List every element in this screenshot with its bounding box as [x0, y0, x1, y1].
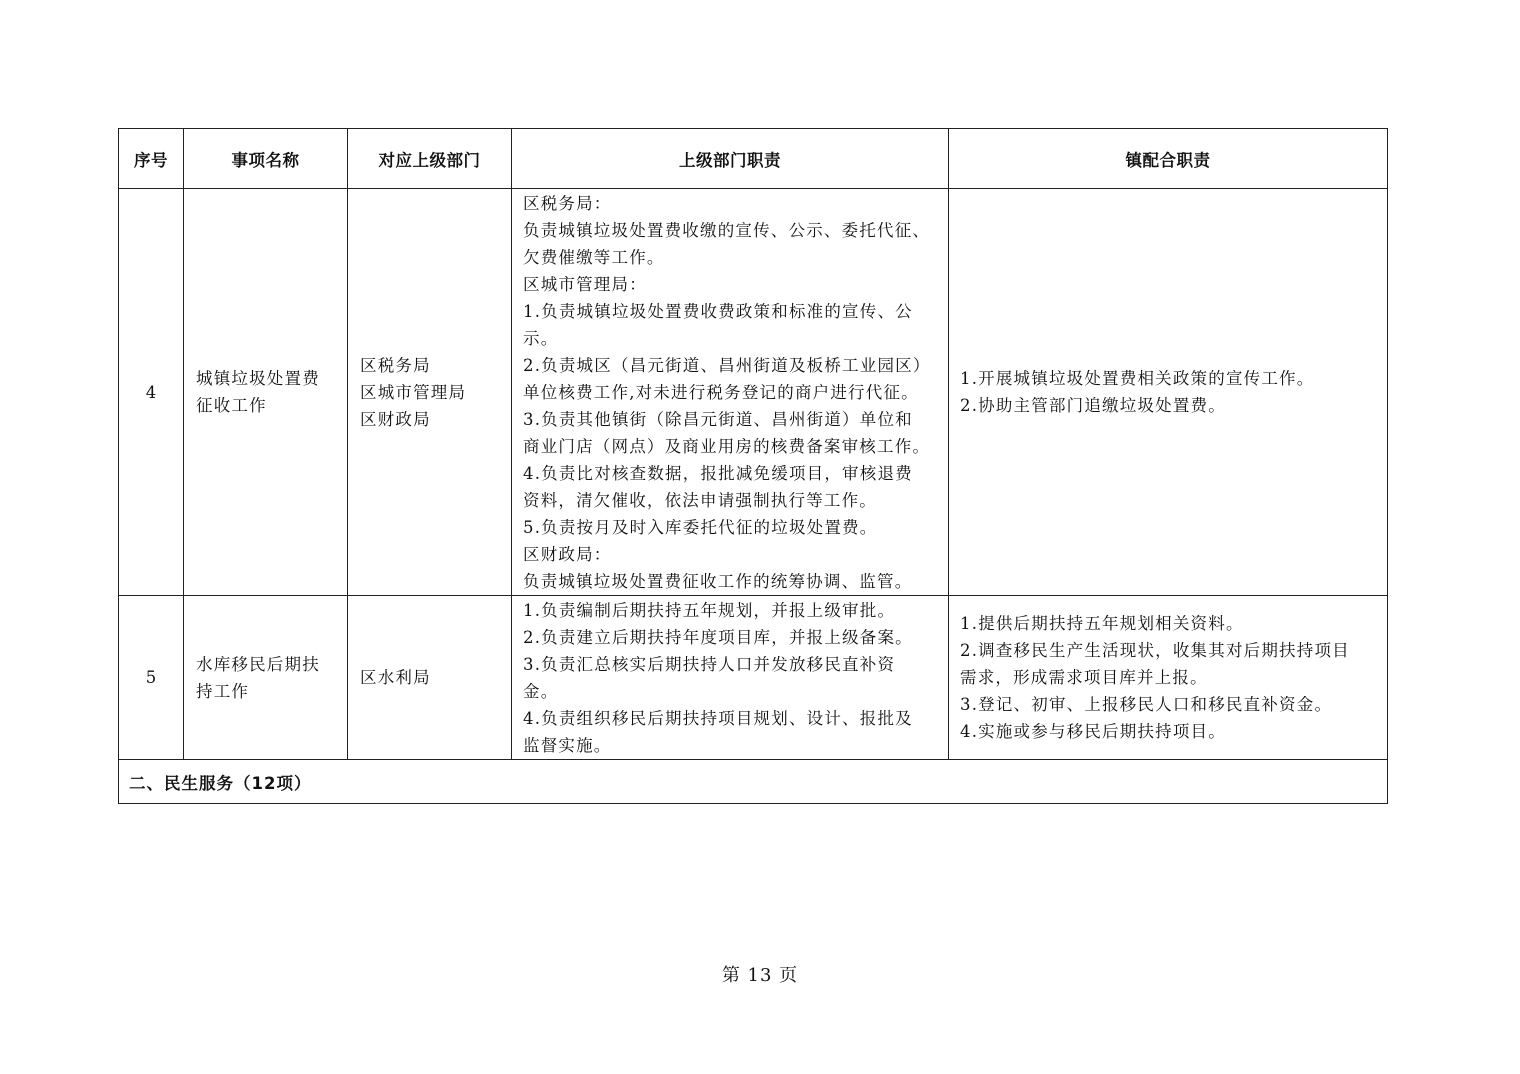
- cell-superior-dept: [348, 596, 512, 760]
- text-line: 城镇垃圾处置费: [196, 369, 320, 388]
- text-line: 4.实施或参与移民后期扶持项目。: [960, 722, 1226, 741]
- cell-serial: 4: [119, 189, 184, 596]
- text-line: 5.负责按月及时入库委托代征的垃圾处置费。: [523, 517, 878, 537]
- text-line: 金。: [523, 681, 559, 701]
- text-line: 4.负责比对核查数据，报批减免缓项目，审核退费: [523, 463, 913, 483]
- text-line: 示。: [523, 328, 559, 348]
- text-line: 3.登记、初审、上报移民人口和移民直补资金。: [960, 695, 1333, 714]
- header-superior-duty: 上级部门职责: [512, 129, 949, 189]
- header-superior-dept: 对应上级部门: [348, 129, 512, 189]
- header-town-duty: 镇配合职责: [949, 129, 1388, 189]
- text-line: 欠费催缴等工作。: [523, 247, 665, 267]
- text-line: 3.负责汇总核实后期扶持人口并发放移民直补资: [523, 654, 896, 674]
- text-line: 需求，形成需求项目库并上报。: [960, 668, 1208, 687]
- text-line: 区财政局: [360, 409, 431, 429]
- text-line: 4.负责组织移民后期扶持项目规划、设计、报批及: [523, 708, 913, 728]
- header-item-name: 事项名称: [184, 129, 348, 189]
- table-header-row: [119, 129, 1388, 189]
- cell-superior-duty: [512, 596, 949, 760]
- text-line: 3.负责其他镇街（除昌元街道、昌州街道）单位和: [523, 409, 913, 429]
- text-line: 持工作: [196, 681, 250, 701]
- text-line: 监督实施。: [523, 735, 612, 755]
- text-line: 资料，清欠催收，依法申请强制执行等工作。: [523, 490, 877, 510]
- text-line: 2.协助主管部门追缴垃圾处置费。: [960, 396, 1226, 415]
- text-line: 1.负责城镇垃圾处置费收费政策和标准的宣传、公: [523, 301, 913, 321]
- text-line: 区财政局：: [523, 544, 612, 564]
- text-line: 区水利局: [360, 668, 431, 687]
- section-row: [119, 760, 1388, 804]
- table-row: [119, 189, 1388, 596]
- cell-serial: 5: [119, 596, 184, 760]
- text-line: 商业门店（网点）及商业用房的核费备案审核工作。: [523, 436, 931, 456]
- duty-table: [118, 128, 1388, 804]
- cell-superior-dept: [348, 189, 512, 596]
- cell-town-duty: [949, 596, 1388, 760]
- text-line: 区城市管理局: [360, 382, 467, 402]
- text-line: 区城市管理局：: [523, 274, 647, 294]
- cell-item-name: [184, 596, 348, 760]
- text-line: 1.负责编制后期扶持五年规划，并报上级审批。: [523, 600, 896, 620]
- cell-town-duty: [949, 189, 1388, 596]
- text-line: 单位核费工作,对未进行税务登记的商户进行代征。: [523, 382, 919, 402]
- text-line: 2.负责建立后期扶持年度项目库，并报上级备案。: [523, 627, 913, 647]
- cell-item-name: [184, 189, 348, 596]
- cell-superior-duty: [512, 189, 949, 596]
- header-serial: 序号: [119, 129, 184, 189]
- page-number: 第 13 页: [721, 965, 799, 986]
- text-line: 1.提供后期扶持五年规划相关资料。: [960, 614, 1244, 633]
- text-line: 负责城镇垃圾处置费征收工作的统筹协调、监管。: [523, 571, 913, 591]
- text-line: 区税务局：: [523, 193, 612, 213]
- text-line: 2.调查移民生产生活现状，收集其对后期扶持项目: [960, 641, 1350, 660]
- text-line: 负责城镇垃圾处置费收缴的宣传、公示、委托代征、: [523, 220, 931, 240]
- text-line: 1.开展城镇垃圾处置费相关政策的宣传工作。: [960, 369, 1315, 388]
- text-line: 水库移民后期扶: [196, 654, 320, 674]
- text-line: 区税务局: [360, 355, 431, 375]
- text-line: 征收工作: [196, 396, 267, 415]
- text-line: 2.负责城区（昌元街道、昌州街道及板桥工业园区）: [523, 355, 931, 375]
- table-row: [119, 596, 1388, 760]
- section-title: 二、民生服务（12项）: [119, 760, 1388, 804]
